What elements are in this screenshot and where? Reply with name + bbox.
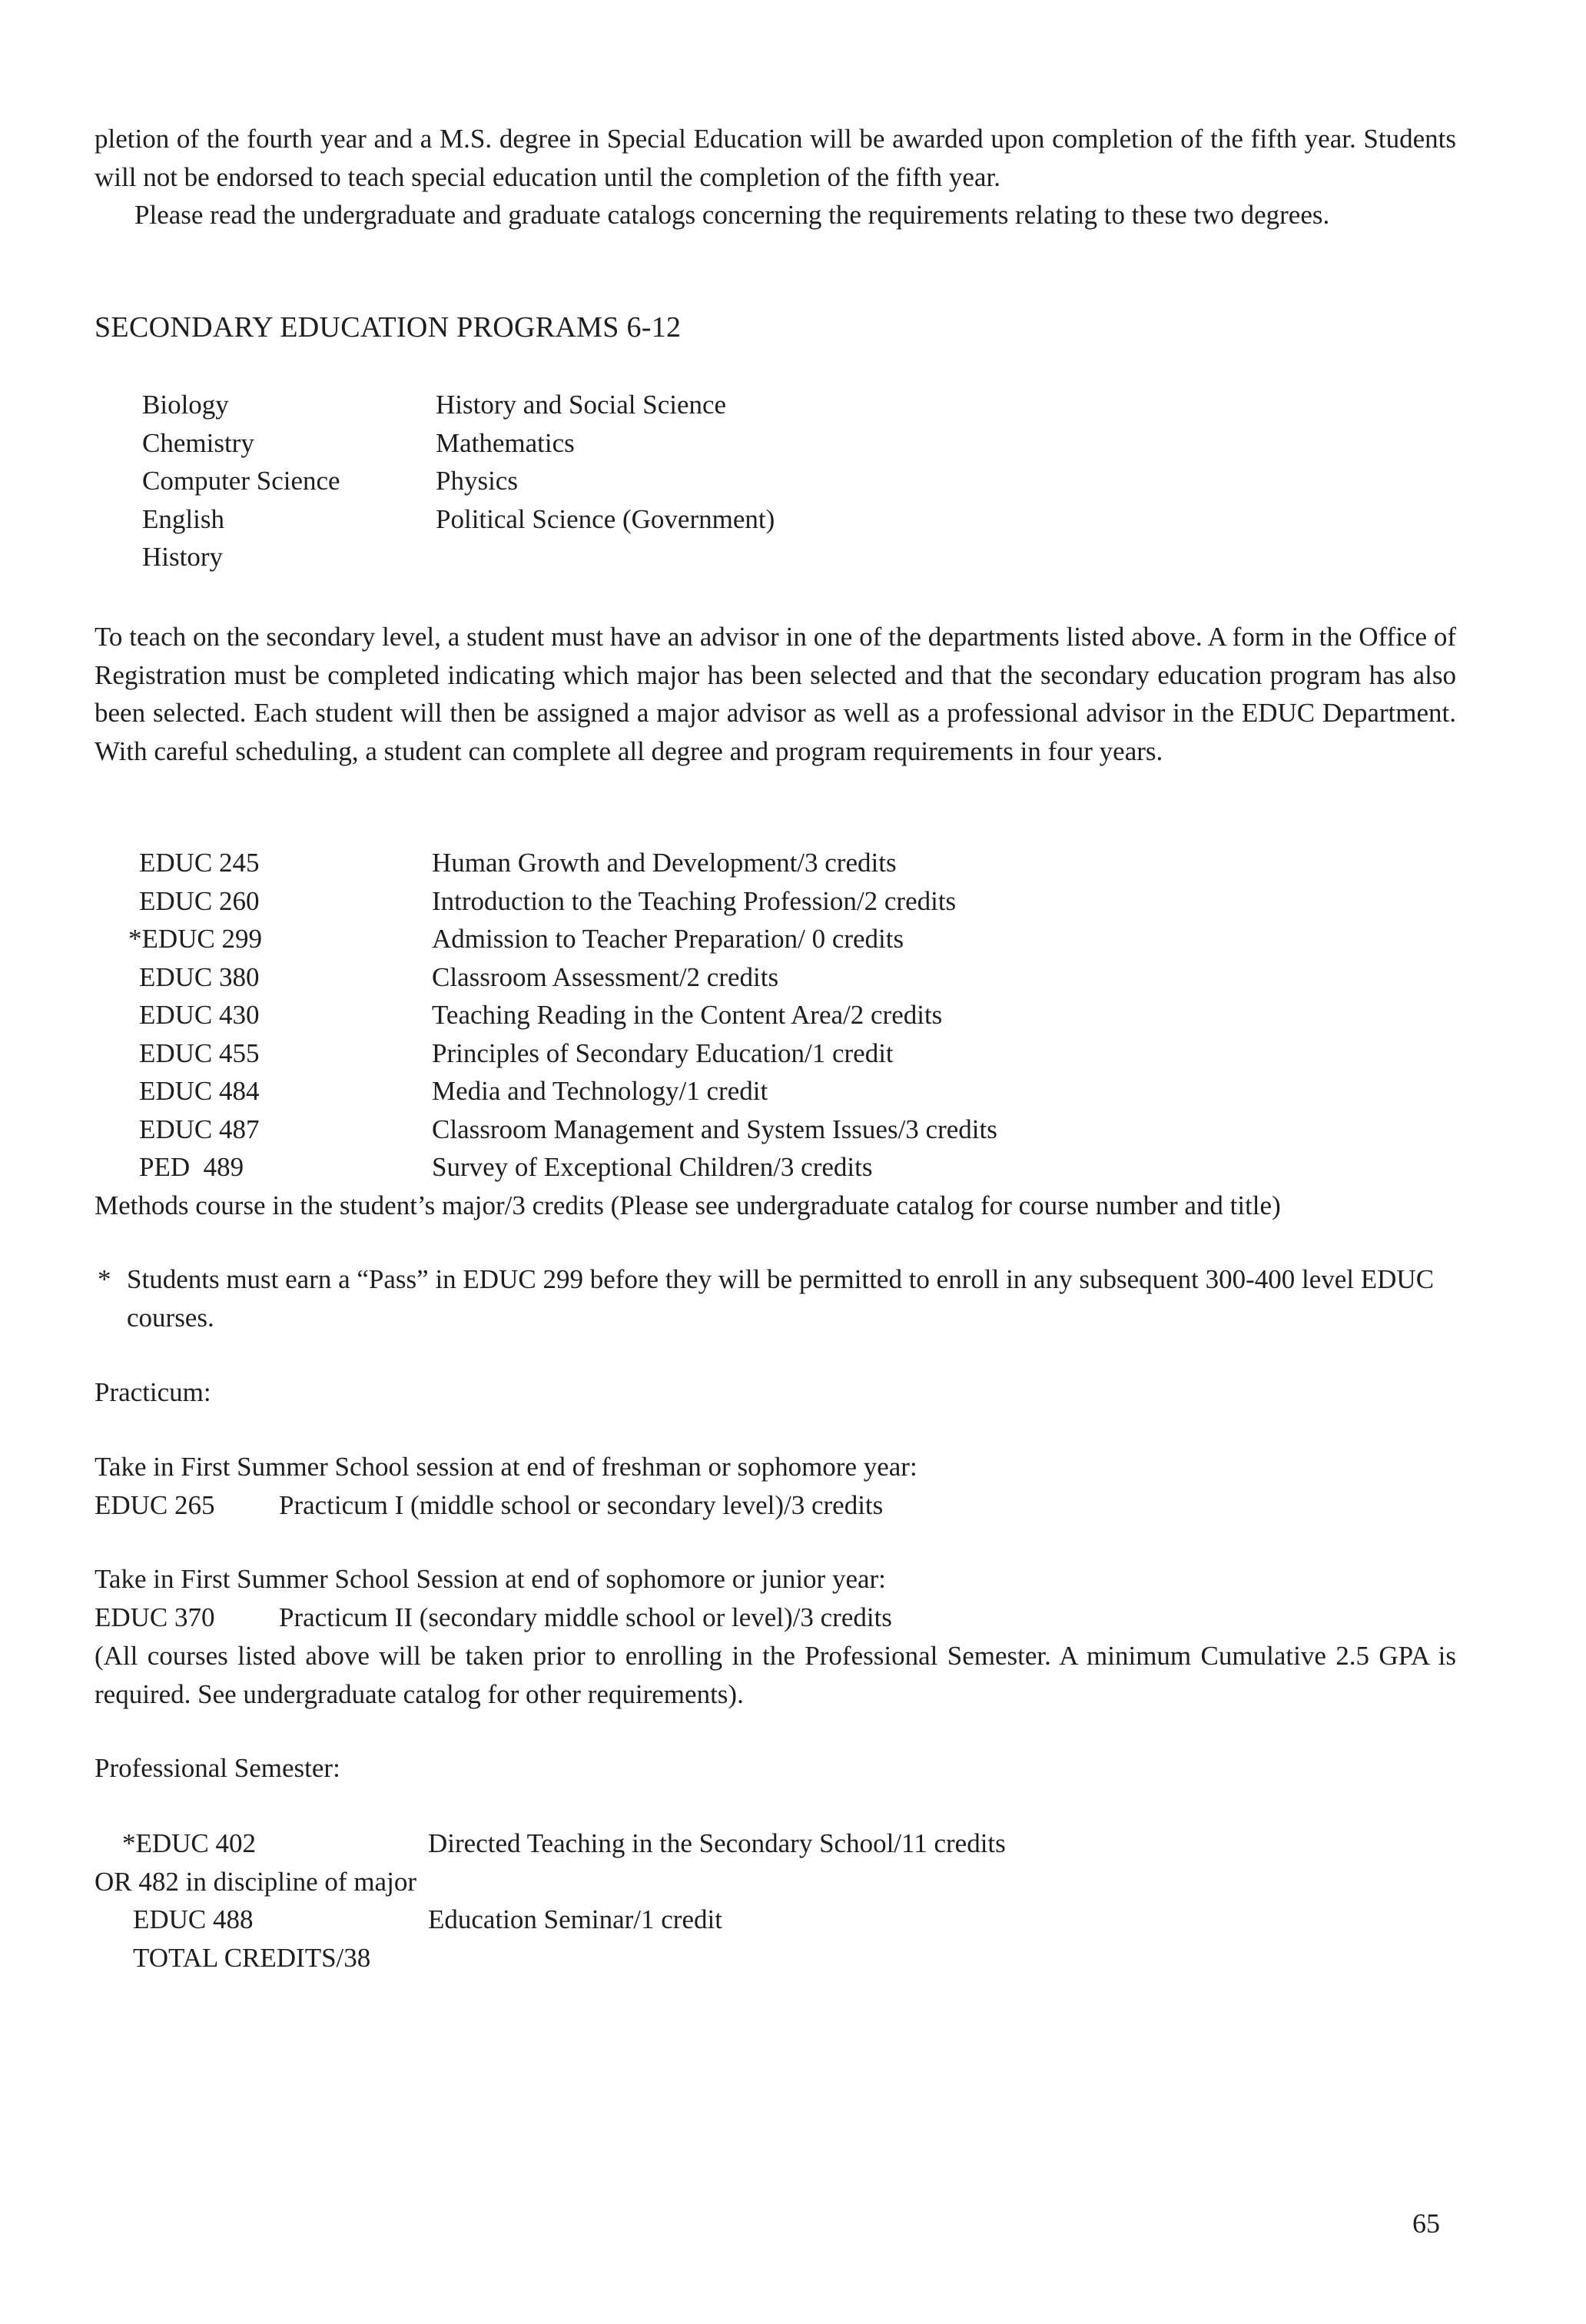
course-title: Classroom Assessment/2 credits [432,961,779,992]
program-item: History [142,542,223,572]
total-credits-row [95,1939,1456,1977]
course-code: EDUC 260 [139,885,260,916]
professional-course-title: Education Seminar/1 credit [428,1904,722,1934]
professional-course-code: EDUC 488 [133,1904,254,1934]
program-row [95,462,1456,500]
page-number: 65 [1412,2208,1440,2239]
course-title: Principles of Secondary Education/1 credit [432,1038,894,1068]
intro-paragraph: pletion of the fourth year and a M.S. degree in Special Education will be awarded upon completion of the fifth year. Students will not be endorsed to teach special education until the completion of the fifth year. [95,124,1456,192]
professional-semester-list [95,1824,1456,1977]
secondary-requirements-section [95,618,1456,770]
course-row [95,1072,1456,1111]
course-title: Introduction to the Teaching Profession/2 credits [432,885,957,916]
course-row [95,844,1456,882]
program-item: Physics [436,466,518,496]
practicum-first-code: EDUC 265 [95,1490,215,1520]
course-code: EDUC 487 [139,1114,260,1144]
practicum-first-intro: Take in First Summer School session at end of freshman or sophomore year: [95,1452,917,1482]
methods-row [95,1187,1456,1225]
professional-or-line: OR 482 in discipline of major [95,1866,416,1897]
course-row [95,882,1456,921]
program-item: Mathematics [436,427,575,458]
practicum-first-row [95,1486,884,1525]
practicum-first-title: Practicum I (middle school or secondary level)/3 credits [279,1490,884,1520]
course-row [95,920,1456,958]
professional-semester-heading: Professional Semester: [95,1753,340,1783]
course-code: *EDUC 299 [128,924,263,954]
course-title: Classroom Management and System Issues/3 credits [432,1114,997,1144]
professional-or-row [95,1863,1456,1901]
course-title: Teaching Reading in the Content Area/2 credits [432,1000,943,1030]
program-item: Biology [142,390,229,420]
secondary-requirements-paragraph: To teach on the secondary level, a student must have an advisor in one of the departments listed above. A form in the Office of Registration must be completed indicating which major has been selected and that the secondary education program has also been selected. Each student will then be assigned a major advisor as well as a professional advisor in the EDUC Department. With careful scheduling, a student can complete all degree and program requirements in four years. [95,622,1456,766]
course-code: EDUC 380 [139,961,260,992]
professional-course-title: Directed Teaching in the Secondary School/11 credits [428,1828,1006,1858]
course-list [95,844,1456,1224]
course-title: Survey of Exceptional Children/3 credits [432,1152,873,1182]
course-row [95,1111,1456,1149]
course-code: EDUC 245 [139,848,260,878]
course-row [95,958,1456,997]
programs-list [95,386,1456,576]
secondary-programs-heading: SECONDARY EDUCATION PROGRAMS 6-12 [95,311,682,344]
program-item: Chemistry [142,427,254,458]
professional-row [95,1901,1456,1939]
course-title: Media and Technology/1 credit [432,1076,768,1106]
footnote-asterisk: * [98,1264,111,1294]
program-item: Political Science (Government) [436,503,775,534]
course-title: Admission to Teacher Preparation/ 0 credits [432,924,904,954]
course-code: EDUC 430 [139,1000,260,1030]
practicum-second-code: EDUC 370 [95,1602,215,1632]
course-row [95,1034,1456,1073]
intro-section [95,120,1456,234]
program-item: History and Social Science [436,390,727,420]
program-item: English [142,503,224,534]
program-row [95,424,1456,463]
program-row [95,386,1456,424]
practicum-note: (All courses listed above will be taken prior to enrolling in the Professional Semester. A minimum Cumulative 2.5 GPA is required. See undergraduate catalog for other requirements). [95,1641,1456,1709]
program-row [95,500,1456,539]
program-item: Computer Science [142,466,340,496]
footnote [95,1260,1456,1336]
practicum-note-section [95,1637,1456,1713]
course-code: PED 489 [139,1152,244,1182]
catalog-note-paragraph: Please read the undergraduate and graduate catalogs concerning the requirements relating to these two degrees. [134,200,1330,230]
program-row [95,538,1456,576]
course-title: Human Growth and Development/3 credits [432,848,897,878]
methods-course-line: Methods course in the student’s major/3 credits (Please see undergraduate catalog for course number and title) [95,1190,1281,1220]
professional-course-code: *EDUC 402 [122,1828,257,1858]
course-code: EDUC 484 [139,1076,260,1106]
course-row [95,1148,1456,1187]
practicum-second-title: Practicum II (secondary middle school or level)/3 credits [279,1602,892,1632]
course-code: EDUC 455 [139,1038,260,1068]
practicum-second-row [95,1599,892,1637]
total-credits: TOTAL CREDITS/38 [133,1942,371,1973]
practicum-heading: Practicum: [95,1377,211,1407]
footnote-text: Students must earn a “Pass” in EDUC 299 before they will be permitted to enroll in any subsequent 300-400 level EDUC courses. [127,1264,1435,1333]
professional-row [95,1824,1456,1863]
course-row [95,996,1456,1034]
practicum-second-intro: Take in First Summer School Session at end of sophomore or junior year: [95,1564,886,1594]
